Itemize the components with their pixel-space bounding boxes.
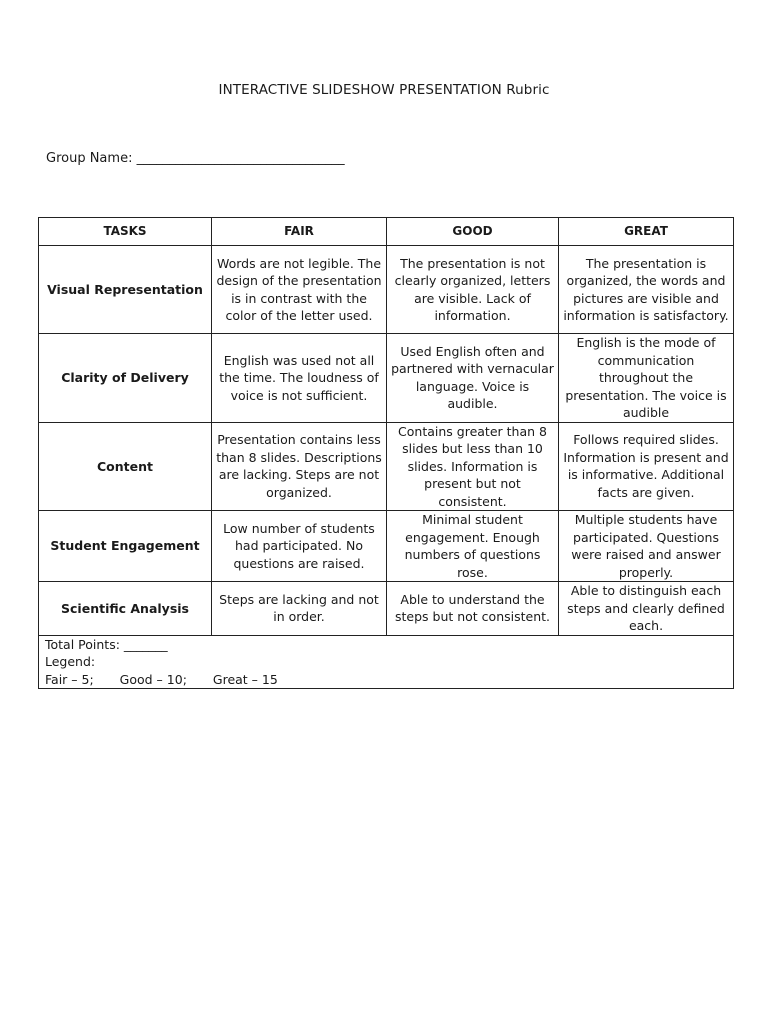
task-cell: Student Engagement [39, 511, 212, 582]
table-row [39, 511, 734, 582]
footer-cell [39, 635, 734, 689]
header-great: GREAT [559, 218, 734, 246]
table-row [39, 582, 734, 636]
document-title: INTERACTIVE SLIDESHOW PRESENTATION Rubric [218, 82, 550, 98]
fair-cell: Words are not legible. The design of the presentation is in contrast with the color of the letter used. [212, 246, 387, 334]
good-cell: Minimal student engagement. Enough numbers of questions rose. [387, 511, 559, 582]
header-tasks: TASKS [39, 218, 212, 246]
rubric-table [38, 217, 734, 689]
task-cell: Scientific Analysis [39, 582, 212, 636]
good-cell: The presentation is not clearly organized, letters are visible. Lack of information. [387, 246, 559, 334]
legend-great: Great – 15 [212, 671, 278, 687]
fair-cell: English was used not all the time. The loudness of voice is not sufficient. [212, 334, 387, 423]
header-good: GOOD [387, 218, 559, 246]
total-points-field: Total Points: _______ [45, 636, 168, 652]
table-row [39, 246, 734, 334]
fair-cell: Steps are lacking and not in order. [212, 582, 387, 636]
great-cell: Follows required slides. Information is present and is informative. Additional facts are given. [559, 422, 734, 511]
good-cell: Able to understand the steps but not consistent. [387, 582, 559, 636]
table-footer-row [39, 635, 734, 689]
table-row [39, 422, 734, 511]
legend-fair: Fair – 5; [45, 671, 94, 687]
task-cell: Content [39, 422, 212, 511]
good-cell: Contains greater than 8 slides but less than 10 slides. Information is present but not consistent. [387, 422, 559, 511]
legend-items [45, 671, 727, 689]
great-cell: The presentation is organized, the words and pictures are visible and information is satisfactory. [559, 246, 734, 334]
table-header-row [39, 218, 734, 246]
legend-good: Good – 10; [119, 671, 187, 687]
great-cell: English is the mode of communication throughout the presentation. The voice is audible [559, 334, 734, 423]
great-cell: Able to distinguish each steps and clearly defined each. [559, 582, 734, 636]
great-cell: Multiple students have participated. Questions were raised and answer properly. [559, 511, 734, 582]
good-cell: Used English often and partnered with vernacular language. Voice is audible. [387, 334, 559, 423]
fair-cell: Presentation contains less than 8 slides. Descriptions are lacking. Steps are not organized. [212, 422, 387, 511]
table-row [39, 334, 734, 423]
task-cell: Visual Representation [39, 246, 212, 334]
task-cell: Clarity of Delivery [39, 334, 212, 423]
fair-cell: Low number of students had participated. No questions are raised. [212, 511, 387, 582]
legend-label: Legend: [45, 654, 96, 669]
group-name-field: Group Name: ________________________________ [46, 151, 345, 166]
header-fair: FAIR [212, 218, 387, 246]
